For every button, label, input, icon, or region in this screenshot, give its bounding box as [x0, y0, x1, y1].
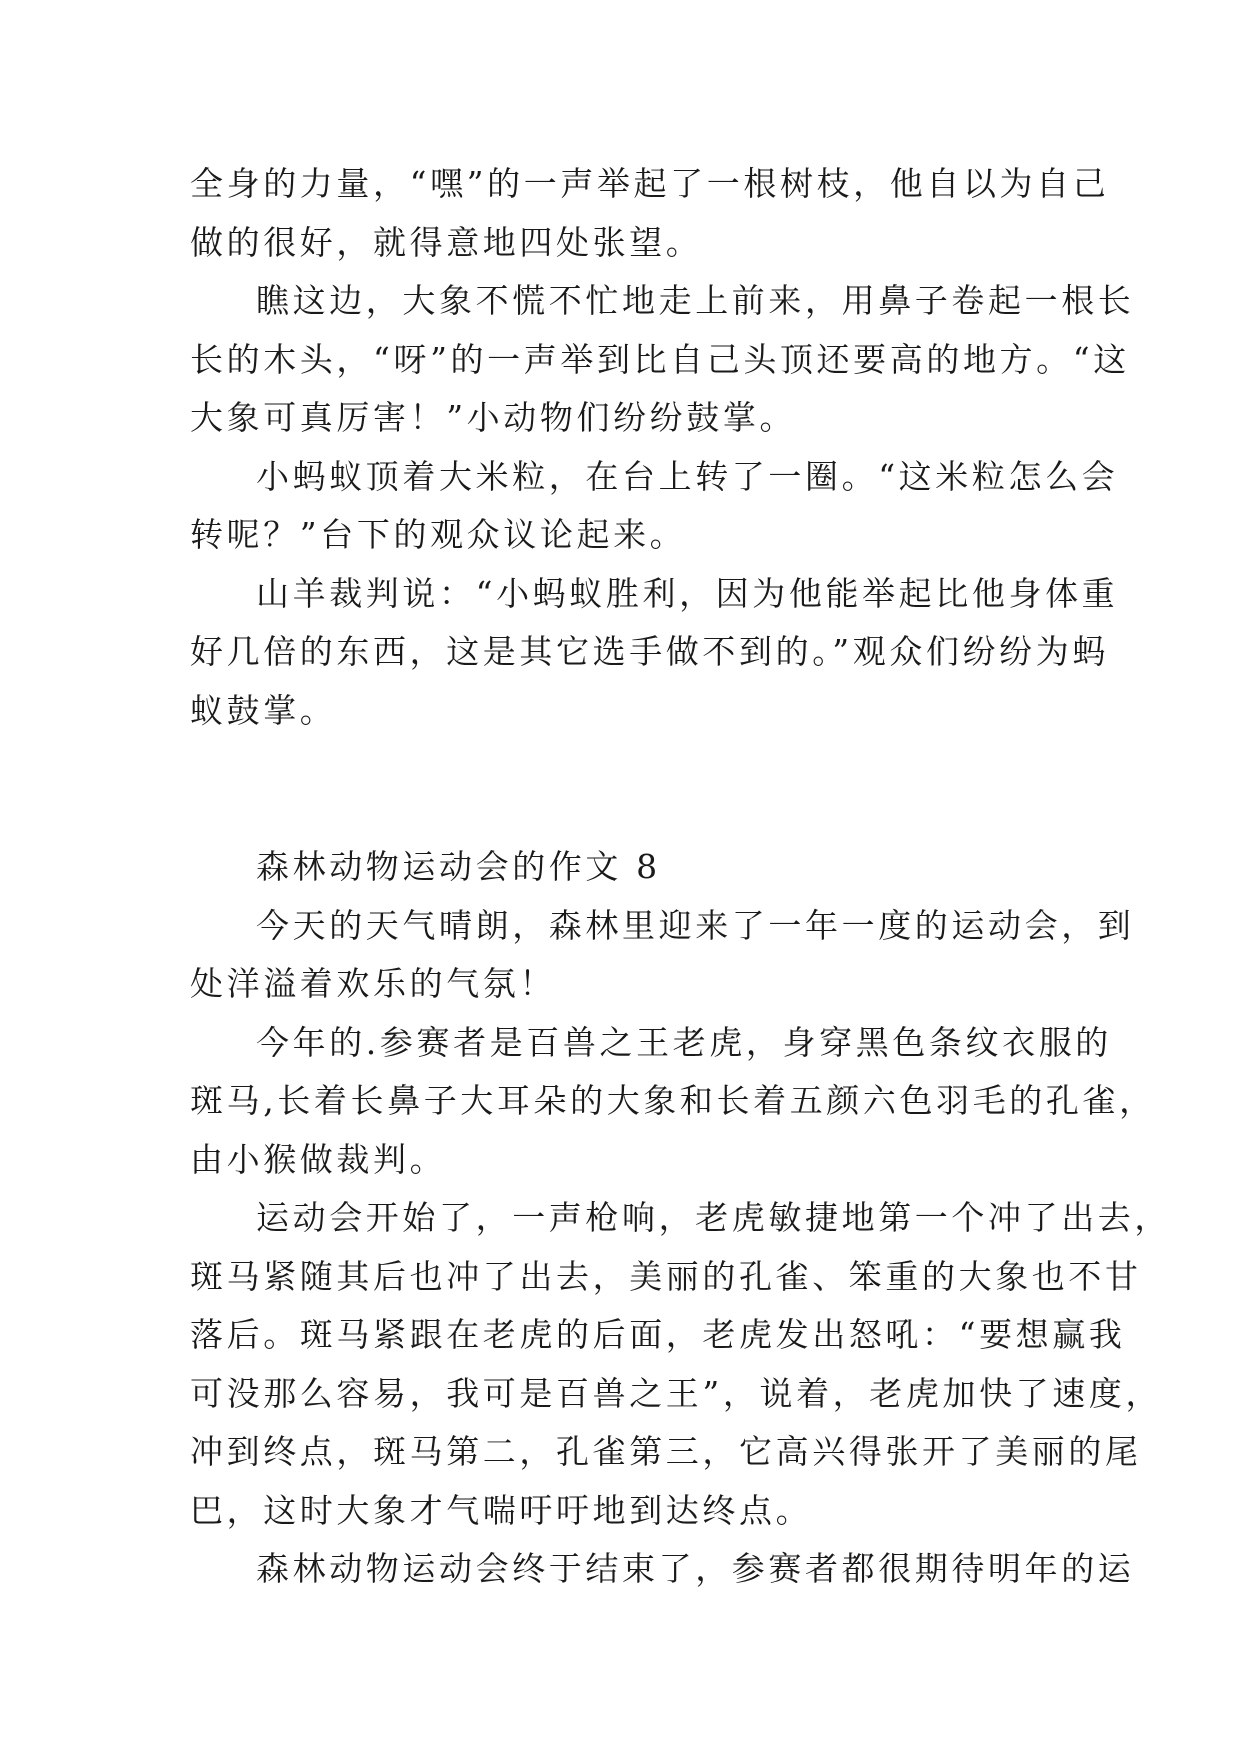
text-line: 今天的天气晴朗，森林里迎来了一年一度的运动会，到: [256, 905, 1135, 945]
paragraph: [190, 1189, 1171, 1540]
paragraph: [190, 1014, 1156, 1190]
section-title: 森林动物运动会的作文 8: [256, 847, 661, 886]
text-line: 斑马,长着长鼻子大耳朵的大象和长着五颜六色羽毛的孔雀，: [190, 1081, 1156, 1120]
text-line: 落后。斑马紧跟在老虎的后面，老虎发出怒吼：“要想赢我: [190, 1315, 1126, 1354]
text-line: 做的很好，就得意地四处张望。: [190, 222, 703, 262]
paragraph: [190, 565, 1119, 741]
section-previous: [190, 155, 1135, 740]
text-line: 转呢？”台下的观众议论起来。: [190, 515, 687, 554]
text-line: 冲到终点，斑马第二，孔雀第三，它高兴得张开了美丽的尾: [190, 1432, 1142, 1471]
paragraph: [190, 1540, 1135, 1599]
text-line: 大象可真厉害！”小动物们纷纷鼓掌。: [190, 398, 797, 437]
text-line: 好几倍的东西，这是其它选手做不到的。”观众们纷纷为蚂: [190, 632, 1109, 671]
text-line: 处洋溢着欢乐的气氛！: [190, 964, 556, 1003]
text-line: 蚁鼓掌。: [190, 690, 337, 730]
paragraph: [190, 155, 1110, 272]
text-line: 运动会开始了，一声枪响，老虎敏捷地第一个冲了出去，: [256, 1198, 1171, 1237]
paragraph: [190, 272, 1135, 448]
text-line: 今年的.参赛者是百兽之王老虎，身穿黑色条纹衣服的: [256, 1022, 1112, 1062]
paragraph: [190, 897, 1135, 1014]
text-line: 山羊裁判说：“小蚂蚁胜利，因为他能举起比他身体重: [256, 573, 1119, 613]
text-line: 巴，这时大象才气喘吁吁地到达终点。: [190, 1490, 813, 1530]
section-8: [190, 838, 1171, 1599]
text-line: 小蚂蚁顶着大米粒，在台上转了一圈。“这米粒怎么会: [256, 456, 1119, 496]
paragraph: [190, 448, 1119, 565]
text-line: 瞧这边，大象不慌不忙地走上前来，用鼻子卷起一根长: [256, 281, 1135, 320]
text-line: 由小猴做裁判。: [190, 1139, 447, 1179]
document-page: [190, 155, 1171, 1599]
text-line: 全身的力量，“嘿”的一声举起了一根树枝，他自以为自己: [190, 164, 1110, 203]
text-line: 可没那么容易，我可是百兽之王”，说着，老虎加快了速度，: [190, 1373, 1163, 1413]
section-spacer: [190, 740, 1050, 838]
text-line: 长的木头，“呀”的一声举到比自己头顶还要高的地方。“这: [190, 339, 1130, 379]
text-line: 森林动物运动会终于结束了，参赛者都很期待明年的运: [256, 1549, 1135, 1588]
text-line: 斑马紧随其后也冲了出去，美丽的孔雀、笨重的大象也不甘: [190, 1256, 1142, 1296]
